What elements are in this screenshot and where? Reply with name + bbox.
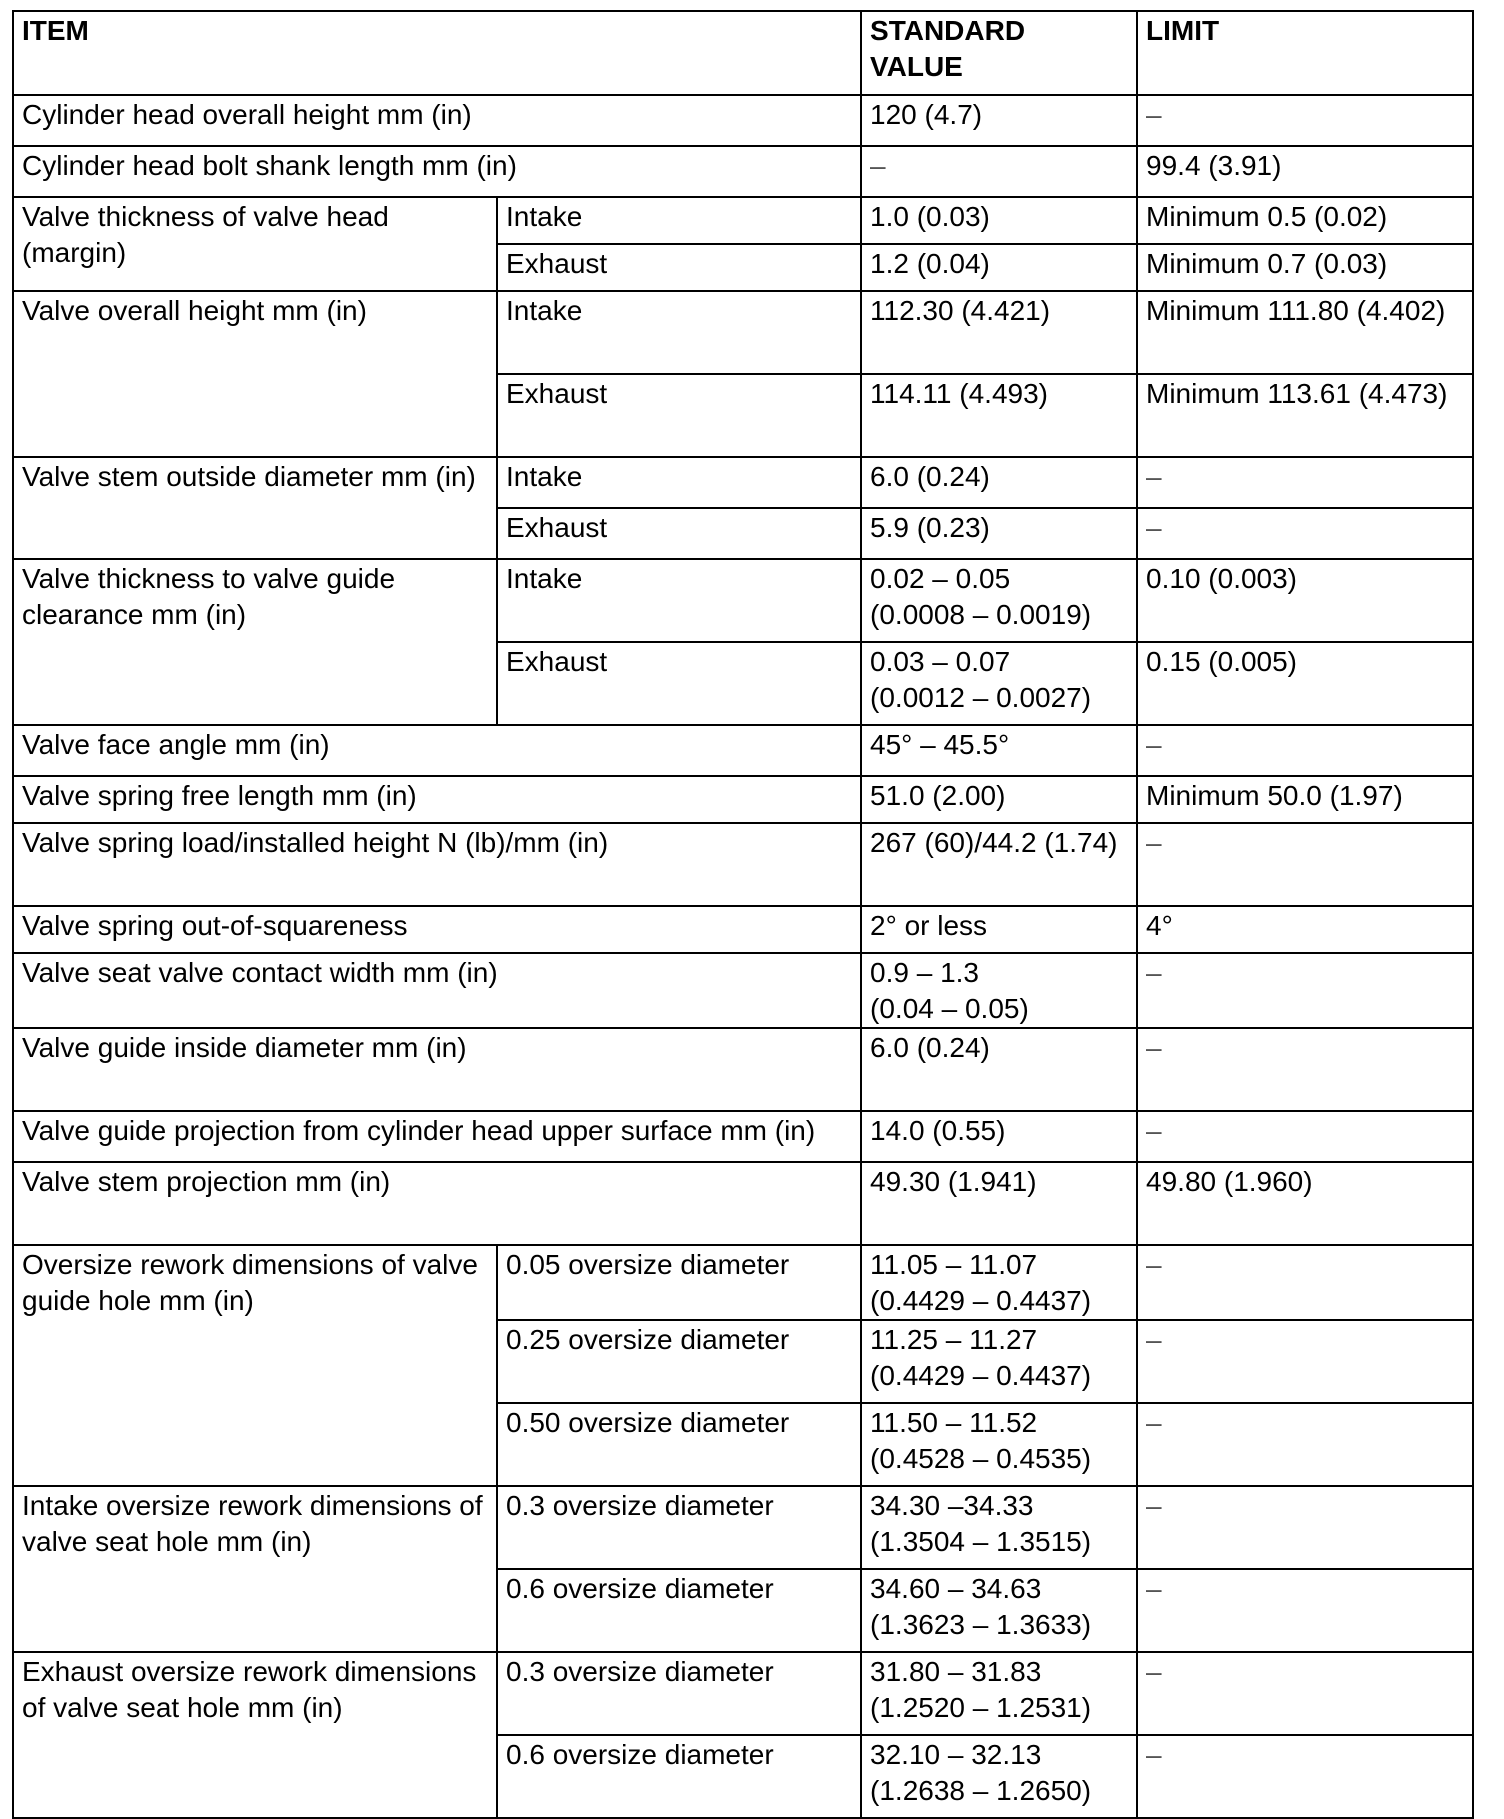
table-row [13, 95, 1473, 146]
standard-value-cell: 11.50 – 11.52 (0.4528 – 0.4535) [861, 1403, 1137, 1486]
standard-value-cell: 267 (60)/44.2 (1.74) [861, 823, 1137, 906]
limit-cell: – [1137, 1111, 1473, 1162]
standard-value-cell: 0.02 – 0.05 (0.0008 – 0.0019) [861, 559, 1137, 642]
subitem-cell: 0.3 oversize diameter [497, 1652, 861, 1735]
table-row [13, 1028, 1473, 1111]
table-row [13, 1245, 1473, 1320]
standard-value-cell: 120 (4.7) [861, 95, 1137, 146]
standard-value-cell: 6.0 (0.24) [861, 1028, 1137, 1111]
subitem-cell: 0.6 oversize diameter [497, 1735, 861, 1818]
standard-value-cell: 34.60 – 34.63 (1.3623 – 1.3633) [861, 1569, 1137, 1652]
standard-value-cell: 0.9 – 1.3 (0.04 – 0.05) [861, 953, 1137, 1028]
item-cell: Cylinder head overall height mm (in) [13, 95, 861, 146]
limit-cell: – [1137, 1486, 1473, 1569]
item-cell: Valve guide inside diameter mm (in) [13, 1028, 861, 1111]
standard-value-cell: 34.30 –34.33 (1.3504 – 1.3515) [861, 1486, 1137, 1569]
subitem-cell: Intake [497, 291, 861, 374]
standard-value-cell: – [861, 146, 1137, 197]
header-row [13, 11, 1473, 95]
standard-value-cell: 0.03 – 0.07 (0.0012 – 0.0027) [861, 642, 1137, 725]
standard-value-cell: 14.0 (0.55) [861, 1111, 1137, 1162]
table-row [13, 1652, 1473, 1735]
table-row [13, 906, 1473, 953]
item-cell: Valve overall height mm (in) [13, 291, 497, 457]
subitem-cell: Exhaust [497, 374, 861, 457]
subitem-cell: 0.25 oversize diameter [497, 1320, 861, 1403]
table-row [13, 776, 1473, 823]
limit-cell: – [1137, 953, 1473, 1028]
table-row [13, 1162, 1473, 1245]
subitem-cell: 0.6 oversize diameter [497, 1569, 861, 1652]
standard-value-cell: 11.05 – 11.07 (0.4429 – 0.4437) [861, 1245, 1137, 1320]
limit-cell: – [1137, 1320, 1473, 1403]
limit-cell: 99.4 (3.91) [1137, 146, 1473, 197]
limit-cell: – [1137, 457, 1473, 508]
standard-value-cell: 45° – 45.5° [861, 725, 1137, 776]
subitem-cell: Intake [497, 197, 861, 244]
table-row [13, 823, 1473, 906]
subitem-cell: Intake [497, 559, 861, 642]
standard-value-cell: 112.30 (4.421) [861, 291, 1137, 374]
item-cell: Valve guide projection from cylinder head upper surface mm (in) [13, 1111, 861, 1162]
table-row [13, 291, 1473, 374]
table-row [13, 953, 1473, 1028]
table-row [13, 457, 1473, 508]
item-cell: Valve spring free length mm (in) [13, 776, 861, 823]
header-limit: LIMIT [1137, 11, 1473, 95]
table-row [13, 559, 1473, 642]
limit-cell: Minimum 0.5 (0.02) [1137, 197, 1473, 244]
spec-table [12, 10, 1474, 1819]
table-row [13, 197, 1473, 244]
limit-cell: 0.15 (0.005) [1137, 642, 1473, 725]
subitem-cell: Exhaust [497, 508, 861, 559]
standard-value-cell: 1.0 (0.03) [861, 197, 1137, 244]
limit-cell: – [1137, 725, 1473, 776]
limit-cell: – [1137, 1652, 1473, 1735]
subitem-cell: Exhaust [497, 642, 861, 725]
limit-cell: Minimum 111.80 (4.402) [1137, 291, 1473, 374]
limit-cell: – [1137, 1245, 1473, 1320]
limit-cell: 49.80 (1.960) [1137, 1162, 1473, 1245]
limit-cell: – [1137, 1028, 1473, 1111]
subitem-cell: 0.50 oversize diameter [497, 1403, 861, 1486]
item-cell: Valve stem projection mm (in) [13, 1162, 861, 1245]
limit-cell: 0.10 (0.003) [1137, 559, 1473, 642]
standard-value-cell: 49.30 (1.941) [861, 1162, 1137, 1245]
limit-cell: – [1137, 508, 1473, 559]
item-cell: Valve thickness to valve guide clearance mm (in) [13, 559, 497, 725]
table-row [13, 146, 1473, 197]
item-cell: Oversize rework dimensions of valve guide hole mm (in) [13, 1245, 497, 1486]
item-cell: Exhaust oversize rework dimensions of valve seat hole mm (in) [13, 1652, 497, 1818]
limit-cell: – [1137, 1735, 1473, 1818]
table-row [13, 1486, 1473, 1569]
standard-value-cell: 31.80 – 31.83 (1.2520 – 1.2531) [861, 1652, 1137, 1735]
standard-value-cell: 51.0 (2.00) [861, 776, 1137, 823]
limit-cell: Minimum 50.0 (1.97) [1137, 776, 1473, 823]
item-cell: Cylinder head bolt shank length mm (in) [13, 146, 861, 197]
item-cell: Valve spring out-of-squareness [13, 906, 861, 953]
subitem-cell: Intake [497, 457, 861, 508]
limit-cell: Minimum 0.7 (0.03) [1137, 244, 1473, 291]
standard-value-cell: 5.9 (0.23) [861, 508, 1137, 559]
subitem-cell: 0.05 oversize diameter [497, 1245, 861, 1320]
item-cell: Valve seat valve contact width mm (in) [13, 953, 861, 1028]
item-cell: Valve stem outside diameter mm (in) [13, 457, 497, 559]
limit-cell: Minimum 113.61 (4.473) [1137, 374, 1473, 457]
item-cell: Valve thickness of valve head (margin) [13, 197, 497, 291]
standard-value-cell: 6.0 (0.24) [861, 457, 1137, 508]
header-item: ITEM [13, 11, 861, 95]
standard-value-cell: 114.11 (4.493) [861, 374, 1137, 457]
limit-cell: – [1137, 823, 1473, 906]
subitem-cell: 0.3 oversize diameter [497, 1486, 861, 1569]
spec-table-body [13, 11, 1473, 1818]
standard-value-cell: 2° or less [861, 906, 1137, 953]
standard-value-cell: 1.2 (0.04) [861, 244, 1137, 291]
limit-cell: 4° [1137, 906, 1473, 953]
table-row [13, 725, 1473, 776]
item-cell: Intake oversize rework dimensions of valve seat hole mm (in) [13, 1486, 497, 1652]
item-cell: Valve spring load/installed height N (lb)/mm (in) [13, 823, 861, 906]
header-standard-value: STANDARD VALUE [861, 11, 1137, 95]
limit-cell: – [1137, 1403, 1473, 1486]
table-row [13, 1111, 1473, 1162]
limit-cell: – [1137, 95, 1473, 146]
limit-cell: – [1137, 1569, 1473, 1652]
standard-value-cell: 32.10 – 32.13 (1.2638 – 1.2650) [861, 1735, 1137, 1818]
standard-value-cell: 11.25 – 11.27 (0.4429 – 0.4437) [861, 1320, 1137, 1403]
item-cell: Valve face angle mm (in) [13, 725, 861, 776]
subitem-cell: Exhaust [497, 244, 861, 291]
